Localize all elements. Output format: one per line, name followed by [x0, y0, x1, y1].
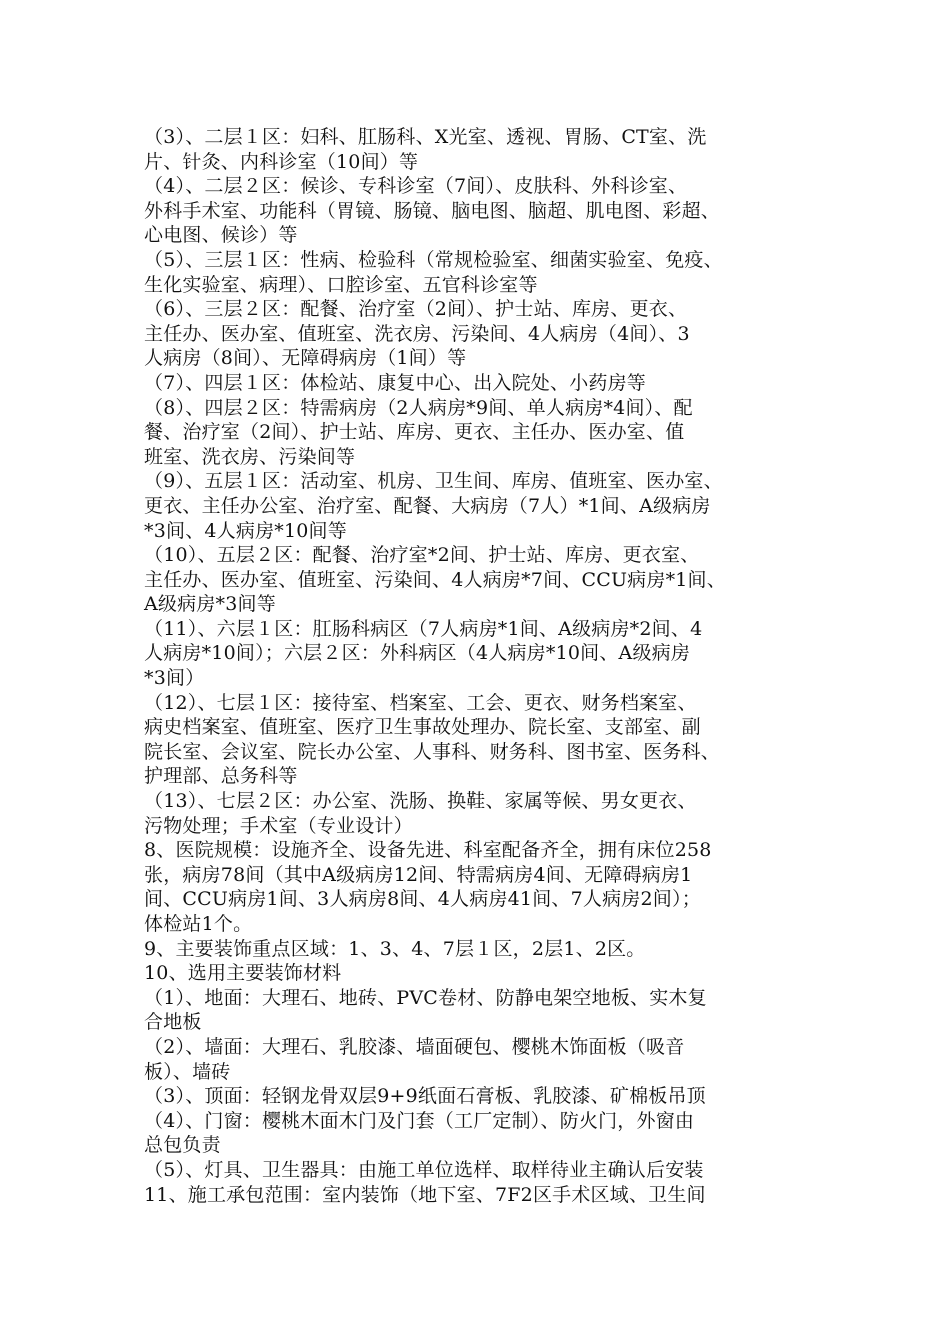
text-line: 班室、洗衣房、污染间等	[144, 445, 356, 468]
text-line: 人病房（8间）、无障碍病房（1间）等	[144, 347, 467, 370]
text-line: （2）、墙面：大理石、乳胶漆、墙面硬包、樱桃木饰面板（吸音	[144, 1035, 685, 1058]
text-line: 10、选用主要装饰材料	[144, 962, 342, 985]
text-line: （4）、二层２区：候诊、专科诊室（7间）、皮肤科、外科诊室、	[144, 175, 688, 198]
text-line: 主任办、医办室、值班室、污染间、4人病房*7间、CCU病房*1间、	[144, 568, 726, 591]
text-line: 护理部、总务科等	[144, 765, 298, 788]
text-line: 人病房*10间）；六层２区：外科病区（4人病房*10间、A级病房	[144, 642, 691, 665]
text-line: （9）、五层１区：活动室、机房、卫生间、库房、值班室、医办室、	[144, 470, 723, 493]
text-line: 主任办、医办室、值班室、洗衣房、污染间、4人病房（4间）、3	[144, 322, 690, 345]
text-line: 病史档案室、值班室、医疗卫生事故处理办、院长室、支部室、副	[144, 716, 701, 739]
text-line: 板）、墙砖	[144, 1060, 231, 1083]
text-line: （11）、六层１区：肛肠科病区（7人病房*1间、A级病房*2间、4	[144, 617, 703, 640]
text-line: 生化实验室、病理）、口腔诊室、五官科诊室等	[144, 273, 538, 296]
text-line: （3）、顶面：轻钢龙骨双层9+9纸面石膏板、乳胶漆、矿棉板吊顶	[144, 1085, 706, 1108]
text-line: （6）、三层２区：配餐、治疗室（2间）、护士站、库房、更衣、	[144, 298, 688, 321]
text-line: （3）、二层１区：妇科、肛肠科、X光室、透视、胃肠、CT室、洗	[144, 126, 707, 148]
text-line: 总包负责	[144, 1134, 221, 1157]
text-line: 片、针灸、内科诊室（10间）等	[144, 150, 419, 173]
text-line: （13）、七层２区：办公室、洗肠、换鞋、家属等候、男女更衣、	[144, 790, 697, 813]
text-line: 更衣、主任办公室、治疗室、配餐、大病房（7人）*1间、A级病房	[144, 494, 711, 517]
text-line: 间、CCU病房1间、3人病房8间、4人病房41间、7人病房2间）；	[144, 888, 701, 911]
text-line: 9、主要装饰重点区域：1、3、4、7层１区，2层1、2区。	[144, 937, 646, 960]
text-line: （8）、四层２区：特需病房（2人病房*9间、单人病房*4间）、配	[144, 396, 693, 419]
text-line: *3间）	[144, 667, 205, 690]
text-line: 外科手术室、功能科（胃镜、肠镜、脑电图、脑超、肌电图、彩超、	[144, 199, 721, 222]
text-line: （4）、门窗：樱桃木面木门及门套（工厂定制）、防火门，外窗由	[144, 1109, 695, 1132]
text-line: （5）、三层１区：性病、检验科（常规检验室、细菌实验室、免疫、	[144, 248, 723, 271]
text-line: （7）、四层１区：体检站、康复中心、出入院处、小药房等	[144, 371, 646, 394]
text-line: *3间、4人病房*10间等	[144, 519, 347, 542]
text-line: 院长室、会议室、院长办公室、人事科、财务科、图书室、医务科、	[144, 740, 721, 763]
text-line: （5）、灯具、卫生器具：由施工单位选样、取样待业主确认后安装	[144, 1158, 704, 1181]
text-line: 8、医院规模：设施齐全、设备先进、科室配备齐全，拥有床位258	[144, 839, 712, 862]
text-line: 11、施工承包范围：室内装饰（地下室、7F2区手术区域、卫生间	[144, 1183, 706, 1206]
text-line: 餐、治疗室（2间）、护士站、库房、更衣、主任办、医办室、值	[144, 421, 685, 444]
text-line: （10）、五层２区：配餐、治疗室*2间、护士站、库房、更衣室、	[144, 544, 700, 567]
text-line: A级病房*3间等	[144, 593, 276, 616]
text-line: 合地板	[144, 1011, 202, 1034]
document-body	[144, 125, 824, 1207]
text-line: 体检站1个。	[144, 913, 253, 935]
text-line: （12）、七层１区：接待室、档案室、工会、更衣、财务档案室、	[144, 691, 697, 714]
text-line: 心电图、候诊）等	[144, 224, 298, 247]
text-line: 污物处理；手术室（专业设计）	[144, 814, 413, 837]
text-line: 张，病房78间（其中A级病房12间、特需病房4间、无障碍病房1	[144, 863, 693, 886]
text-line: （1）、地面：大理石、地砖、PVC卷材、防静电架空地板、实木复	[144, 986, 707, 1009]
